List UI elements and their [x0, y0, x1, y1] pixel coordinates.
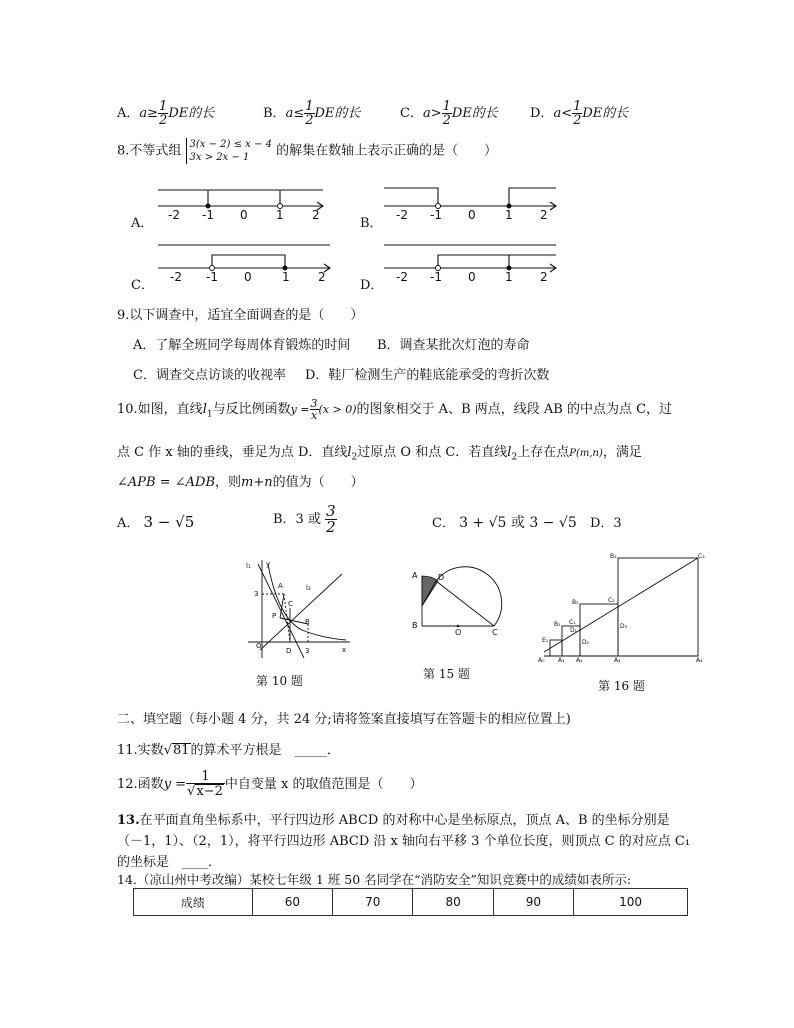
table-header-cell: 80	[413, 889, 493, 916]
svg-text:A₁: A₁	[558, 657, 565, 664]
q9-option-c: C．调查交点访谈的收视率	[133, 368, 286, 383]
table-header-cell: 70	[333, 889, 413, 916]
svg-text:3: 3	[305, 647, 310, 655]
svg-text:B₂: B₂	[572, 599, 579, 606]
q14-stem: 14.（凉山州中考改编）某校七年级 1 班 50 名同学在“消防安全”知识竞赛中的成绩如表所示:	[117, 872, 632, 887]
svg-text:A₂: A₂	[576, 657, 583, 664]
svg-text:D: D	[438, 573, 445, 582]
svg-text:l₂: l₂	[306, 584, 311, 592]
section-2-header: 二、填空题（每小题 4 分，共 24 分;请将签案直接填写在答题卡的相应位置上)	[117, 712, 571, 727]
svg-text:B: B	[412, 621, 418, 630]
q10-option-d: D．3	[590, 516, 622, 531]
svg-text:A: A	[278, 582, 283, 590]
svg-text:D₂: D₂	[582, 639, 590, 646]
svg-text:C: C	[492, 628, 498, 636]
q10-line3: ∠APB = ∠ADB，则m+n的值为（ ）	[117, 475, 364, 490]
svg-text:x: x	[342, 646, 347, 654]
svg-text:C₁: C₁	[569, 619, 576, 626]
svg-text:P: P	[272, 612, 277, 620]
figure-16-caption: 第 16 题	[598, 679, 645, 693]
svg-text:B₃: B₃	[610, 553, 617, 560]
svg-text:A₀: A₀	[538, 657, 545, 664]
svg-text:y: y	[266, 560, 271, 568]
svg-text:C₃: C₃	[698, 553, 705, 560]
figure-10	[242, 558, 352, 666]
table-header-cell: 成绩	[134, 889, 253, 916]
q7-option-a: A．a≥ $\frac{1}{2}$ DE的长	[117, 99, 215, 128]
q7-option-c: C．a> $\frac{1}{2}$ DE的长	[400, 99, 498, 128]
q9-stem: 9.以下调查中，适宜全面调查的是（ ）	[117, 308, 364, 323]
q11: 11.实数√81的算术平方根是 _____．	[117, 743, 341, 758]
q7-option-b: B．a≤ $\frac{1}{2}$ DE的长	[263, 99, 361, 128]
table-row	[134, 889, 688, 916]
inequality-system: 3(x − 2) ≤ x − 4 3x > 2x − 1	[186, 138, 272, 164]
q13-line1: 13.在平面直角坐标系中，平行四边形 ABCD 的对称中心是坐标原点，顶点 A、B 的坐标分别是	[117, 813, 670, 828]
q8-stem: 8.不等式组 3(x − 2) ≤ x − 4 3x > 2x − 1 的解集在数轴上表示正确的是（ ）	[117, 139, 498, 163]
svg-text:D: D	[286, 647, 292, 655]
q10-option-b: B．3 或 $\frac{3}{2}$	[273, 502, 336, 536]
svg-text:D₁: D₁	[570, 627, 578, 634]
table-header-cell: 100	[574, 889, 688, 916]
svg-text:A: A	[412, 571, 418, 580]
svg-text:O: O	[256, 642, 262, 650]
svg-text:A₃: A₃	[614, 657, 621, 664]
table-header-cell: 60	[252, 889, 332, 916]
q9-option-b: B．调查某批次灯泡的寿命	[377, 338, 530, 353]
q12: 12.函数y = $\frac{1}{√x-2}$ 中自变量 x 的取值范围是（ ）	[117, 769, 423, 799]
svg-text:D₃: D₃	[620, 623, 628, 630]
svg-text:B₁: B₁	[554, 621, 561, 628]
figure-16	[536, 552, 706, 664]
svg-text:C₂: C₂	[608, 597, 615, 604]
svg-text:l₁: l₁	[246, 562, 251, 570]
figure-15-caption: 第 15 题	[423, 667, 470, 681]
q8-option-a-label: A．	[131, 216, 154, 231]
q14-score-table	[133, 888, 688, 916]
q13-line3: 的坐标是 ____．	[117, 855, 222, 870]
figure-10-caption: 第 10 题	[256, 674, 303, 688]
table-header-cell: 90	[493, 889, 573, 916]
q10-line1: 10.如图，直线$l_1$与反比例函数y = $\frac{3}{x}$ (x > 0)的图象相交于 A、B 两点，线段 AB 的中点为点 C，过	[117, 397, 673, 422]
svg-text:E₁: E₁	[542, 637, 549, 644]
q9-option-a: A．了解全班同学每周体育锻炼的时间	[133, 338, 351, 353]
q7-option-d: D．a< $\frac{1}{2}$ DE的长	[530, 99, 629, 128]
svg-text:C: C	[288, 600, 293, 608]
q8-option-d-label: D．	[360, 278, 384, 293]
q8-option-c-label: C．	[131, 278, 154, 293]
svg-text:A₄: A₄	[696, 657, 703, 664]
svg-text:O: O	[455, 628, 462, 636]
q10-option-a: A． 3 − √5	[117, 513, 195, 531]
q8-option-b-label: B．	[360, 216, 383, 231]
q13-line2: （－1，1）、（2，1），将平行四边形 ABCD 沿 x 轴向右平移 3 个单位长度，则顶点 C 的对应点 C₁	[117, 834, 691, 849]
q10-line2: 点 C 作 x 轴的垂线，垂足为点 D．直线$l_2$过原点 O 和点 C．若直线$l_2$上存在点P(m,n)，满足	[117, 445, 642, 463]
q9-option-d: D．鞋厂检测生产的鞋底能承受的弯折次数	[305, 368, 550, 383]
svg-text:B: B	[305, 618, 310, 626]
q10-option-c: C． 3 + √5 或 3 − √5	[432, 515, 577, 531]
figure-15	[408, 566, 508, 636]
svg-text:3: 3	[254, 590, 259, 598]
